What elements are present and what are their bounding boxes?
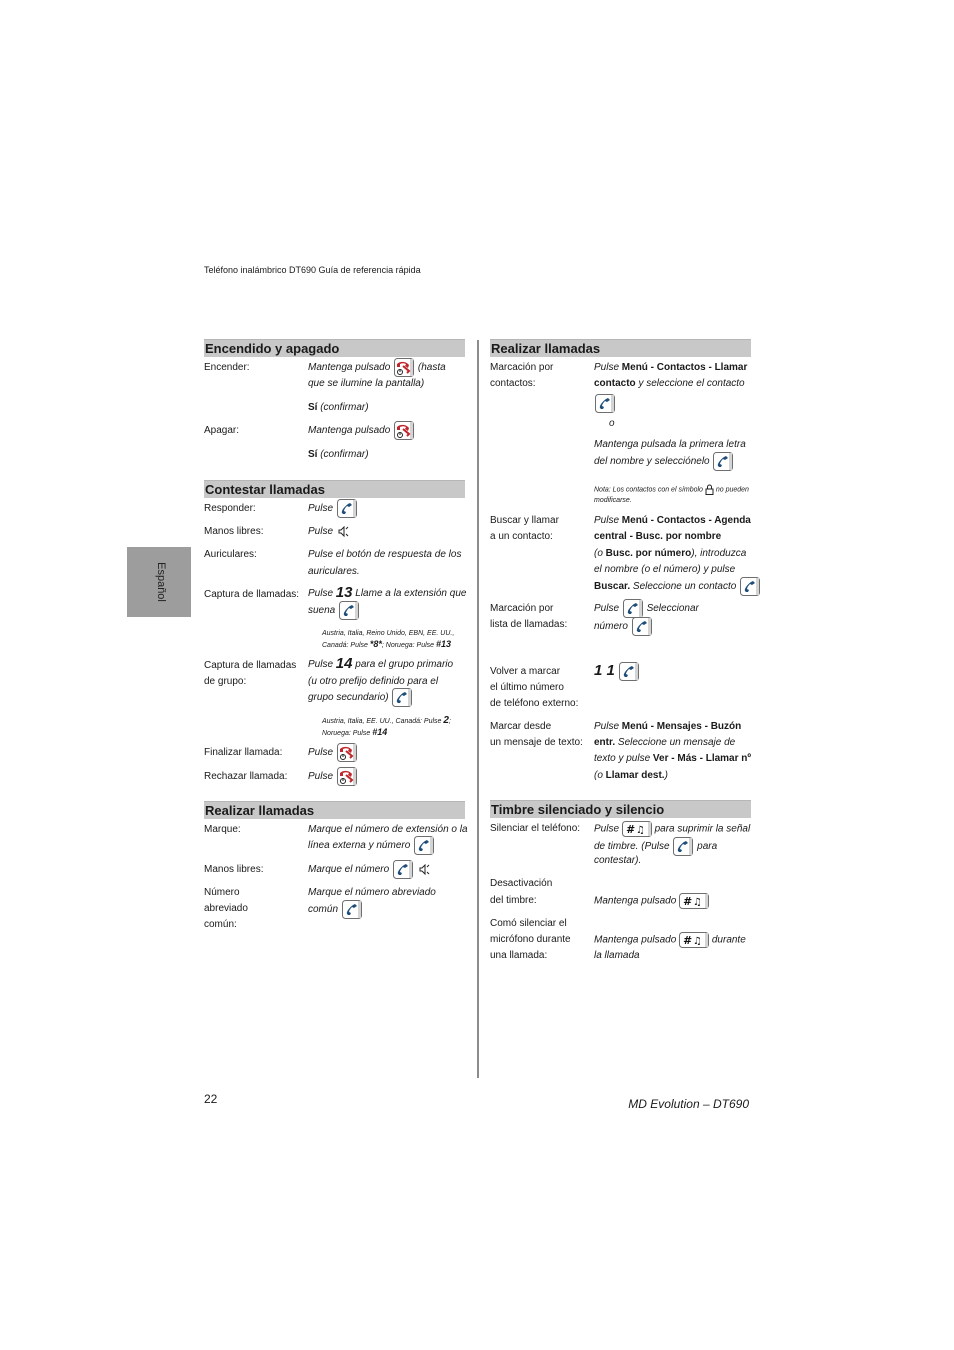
section-title-answer: Contestar llamadas <box>204 480 465 498</box>
power-on-value: Mantenga pulsado (hasta <box>308 358 468 377</box>
dial-handsfree-label: Manos libres: <box>204 864 264 875</box>
speaker-icon <box>419 864 430 875</box>
group-pickup-label: Captura de llamadas de grupo: <box>204 660 297 687</box>
call-key-icon <box>337 499 357 518</box>
message-dial-value-3: texto y pulse Ver - Más - Llamar nº <box>594 753 752 764</box>
search-call-value-3: (o Busc. por número), introduzca <box>594 548 747 559</box>
call-key-icon <box>619 662 639 681</box>
call-key-icon <box>632 617 652 636</box>
headset-label: Auriculares: <box>204 549 257 560</box>
pickup-value: Pulse 13 Llame a la extensión que <box>308 584 467 601</box>
search-call-value: Pulse Menú - Contactos - Agenda <box>594 515 751 526</box>
lock-icon <box>705 484 714 495</box>
handsfree-label: Manos libres: <box>204 526 264 537</box>
headset-value: Pulse el botón de respuesta de los <box>308 549 462 560</box>
list-dial-label: Marcación por lista de llamadas: <box>490 603 568 630</box>
contacts-dial-label: Marcación por contactos: <box>490 362 554 389</box>
call-key-icon <box>393 860 413 879</box>
call-key-icon <box>673 837 693 856</box>
page-number: 22 <box>204 1092 218 1106</box>
contacts-dial-value: Pulse Menú - Contactos - Llamar <box>594 362 748 373</box>
search-call-value-5: Buscar. Seleccione un contacto <box>594 577 761 596</box>
pickup-label: Captura de llamadas: <box>204 589 300 600</box>
mic-mute-value: Mantenga pulsado durante <box>594 932 746 949</box>
language-tab <box>127 547 191 617</box>
mic-mute-value-2: la llamada <box>594 950 640 961</box>
reject-call-value: Pulse <box>308 767 358 786</box>
ringer-off-value: Mantenga pulsado <box>594 893 709 910</box>
call-key-icon <box>595 394 615 413</box>
call-key-icon <box>339 601 359 620</box>
search-call-value-2: central - Busc. por nombre <box>594 531 722 542</box>
section-title-calls-right: Realizar llamadas <box>490 339 751 357</box>
group-pickup-value-3: grupo secundario) <box>308 688 413 707</box>
list-dial-value: Pulse Seleccionar <box>594 599 699 618</box>
call-key-icon <box>342 900 362 919</box>
pickup-value-cont: suena <box>308 601 360 620</box>
mute-value: Pulse para suprimir la señal <box>594 821 750 838</box>
hash-mute-key-icon <box>622 821 652 837</box>
end-key-icon <box>394 421 414 440</box>
abbrev-value: Marque el número abreviado <box>308 887 436 898</box>
end-key-icon <box>337 743 357 762</box>
call-key-icon <box>713 452 733 471</box>
end-call-label: Finalizar llamada: <box>204 747 283 758</box>
section-title-calls-left: Realizar llamadas <box>204 801 465 819</box>
end-call-value: Pulse <box>308 743 358 762</box>
dial-label: Marque: <box>204 824 241 835</box>
contacts-dial-value-4: del nombre y selecciónelo <box>594 452 734 471</box>
redial-value: 1 1 <box>594 662 640 681</box>
dial-value-cont: línea externa y número <box>308 836 435 855</box>
redial-label: Volver a marcar el último número de teléfono externo: <box>490 666 579 709</box>
power-off-confirm: Sí (confirmar) <box>308 449 369 460</box>
mute-value-3: contestar). <box>594 855 642 866</box>
group-pickup-value-2: (u otro prefijo definido para el <box>308 676 439 687</box>
end-key-icon <box>337 767 357 786</box>
search-call-value-4: el nombre (o el número) y pulse <box>594 564 736 575</box>
pickup-note: Austria, Italia, Reino Unido, EBN, EE. UU., Canadá: Pulse *8*; Noruega: Pulse #13 <box>322 630 455 649</box>
message-dial-label: Marcar desde un mensaje de texto: <box>490 721 583 748</box>
group-pickup-note: Austria, Italia, EE. UU., Canadá: Pulse 2; Noruega: Pulse #14 <box>322 715 451 737</box>
mute-value-2: de timbre. (Pulse para <box>594 837 717 856</box>
call-key-icon <box>623 599 643 618</box>
column-divider <box>477 340 479 1078</box>
message-dial-value-4: (o Llamar dest.) <box>594 770 668 781</box>
power-off-label: Apagar: <box>204 425 240 436</box>
page-header: Teléfono inalámbrico DT690 Guía de referencia rápida <box>204 265 421 275</box>
contacts-note: Nota: Los contactos con el símbolo no pueden modificarse. <box>594 484 749 506</box>
hash-mute-key-icon <box>679 932 709 948</box>
power-on-label: Encender: <box>204 362 250 373</box>
message-dial-value: Pulse Menú - Mensajes - Buzón <box>594 721 742 732</box>
reject-call-label: Rechazar llamada: <box>204 771 288 782</box>
speaker-icon <box>338 526 349 537</box>
list-dial-value-2: número <box>594 617 653 636</box>
mute-label: Silenciar el teléfono: <box>490 823 581 834</box>
language-tab-label: Español <box>155 562 167 602</box>
search-call-label: Buscar y llamar a un contacto: <box>490 515 559 542</box>
hash-mute-key-icon <box>679 893 709 909</box>
footer-product: MD Evolution – DT690 <box>628 1097 749 1111</box>
abbrev-value-cont: común <box>308 900 363 919</box>
contacts-or: o <box>609 418 615 429</box>
mic-mute-label: Comó silenciar el micrófono durante una llamada: <box>490 918 571 961</box>
power-on-confirm: Sí (confirmar) <box>308 402 369 413</box>
call-key-icon <box>392 688 412 707</box>
answer-value: Pulse <box>308 499 358 518</box>
dial-value: Marque el número de extensión o la <box>308 824 468 835</box>
power-off-value: Mantenga pulsado <box>308 421 415 440</box>
ringer-off-label: Desactivación del timbre: <box>490 878 553 906</box>
contacts-dial-value-3: Mantenga pulsada la primera letra <box>594 439 746 450</box>
end-key-icon <box>394 358 414 377</box>
headset-value-cont: auriculares. <box>308 566 360 577</box>
call-key-icon <box>740 577 760 596</box>
message-dial-value-2: entr. Seleccione un mensaje de <box>594 737 736 748</box>
dial-handsfree-value: Marque el número <box>308 860 430 879</box>
section-title-silence: Timbre silenciado y silencio <box>490 800 751 818</box>
section-title-power: Encendido y apagado <box>204 339 465 357</box>
contacts-dial-value-2: contacto y seleccione el contacto <box>594 378 745 389</box>
call-key-icon <box>414 836 434 855</box>
answer-label: Responder: <box>204 503 256 514</box>
power-on-value-cont: que se ilumine la pantalla) <box>308 378 425 389</box>
abbrev-label: Número abreviado común: <box>204 887 248 930</box>
handsfree-value: Pulse <box>308 524 349 540</box>
group-pickup-value: Pulse 14 para el grupo primario <box>308 655 454 672</box>
